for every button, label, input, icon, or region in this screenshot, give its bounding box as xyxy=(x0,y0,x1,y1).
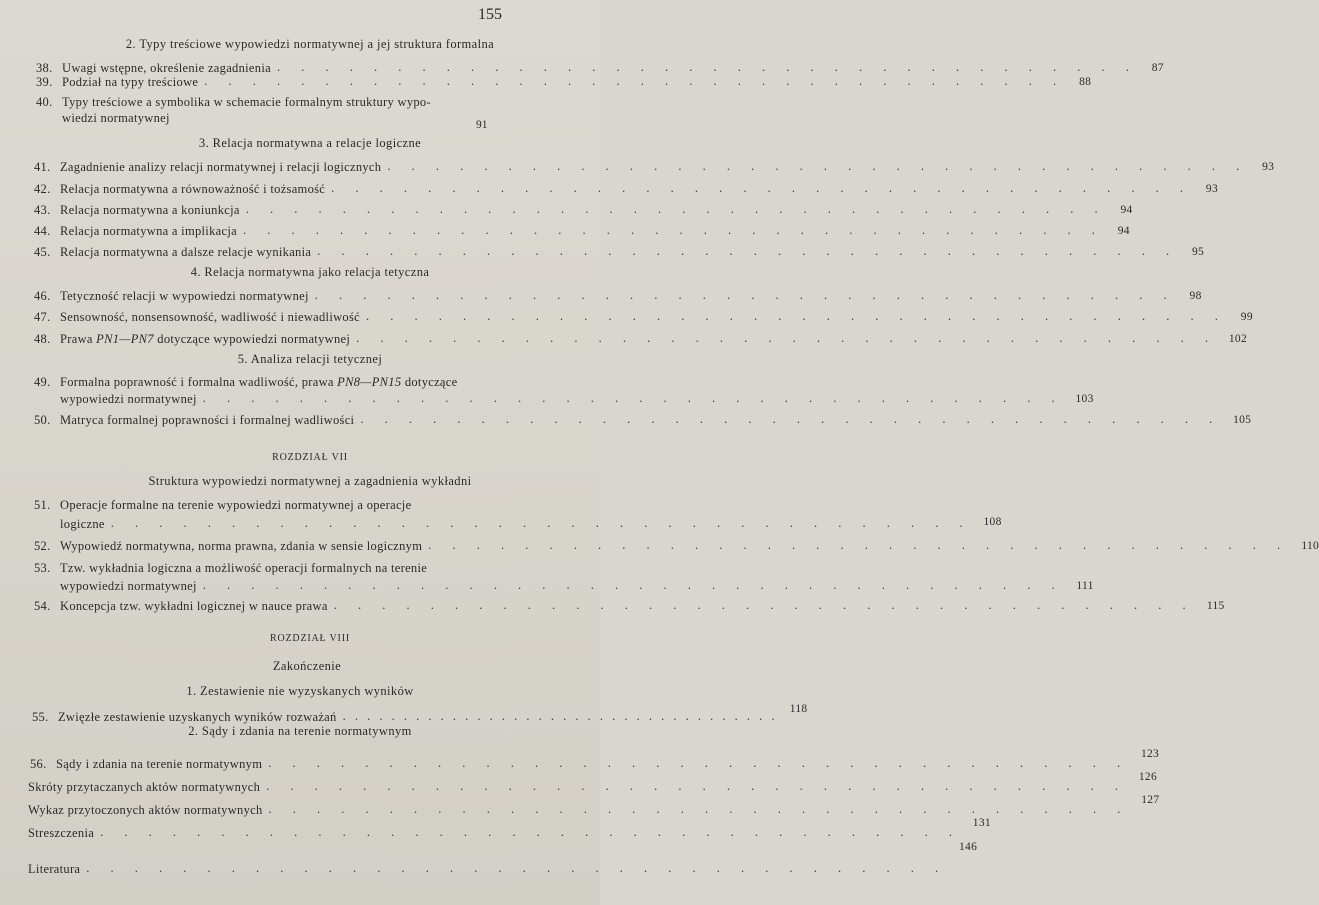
entry-number: 43. xyxy=(34,203,51,217)
toc-entry-51[interactable] xyxy=(34,498,411,513)
entry-title-line2: logiczne . . . . . . . . . . . . . . . . . . . . . . . . . . . . . . . . . . . . 108 xyxy=(60,516,1002,531)
toc-entry-49[interactable] xyxy=(34,375,457,390)
chapter-title: Zakończenie xyxy=(272,659,342,673)
entry-number: 55. xyxy=(32,710,49,724)
entry-title: Zagadnienie analizy relacji normatywnej i relacji logicznych xyxy=(60,160,382,174)
toc-entry-52[interactable] xyxy=(34,537,1319,554)
entry-page: 110 xyxy=(1301,540,1319,552)
leader-dots: . . . . . . . . . . . . . . . . . . . . . . . . . . . . . . . . . . . . xyxy=(360,412,1222,426)
leader-dots: . . . . . . . . . . . . . . . . . . . . . . . . . . . . . . . . . . . . xyxy=(268,756,1130,770)
entry-page: 131 xyxy=(972,817,991,829)
toc-entry-41[interactable] xyxy=(34,158,1275,175)
entry-title-line2: wypowiedzi normatywnej . . . . . . . . . . . . . . . . . . . . . . . . . . . . . . . . . . . . 103 xyxy=(60,391,1094,406)
entry-title: Relacja normatywna a koniunkcja xyxy=(60,203,240,217)
entry-page: 93 xyxy=(1262,161,1275,173)
entry-title: Relacja normatywna a równoważność i tożsamość xyxy=(60,182,326,196)
leader-dots: . . . . . . . . . . . . . . . . . . . . . . . . . . . . . . . . . . . . xyxy=(202,391,1064,405)
toc-entry-39[interactable] xyxy=(36,73,1092,90)
entry-number: 52. xyxy=(34,539,51,553)
entry-number: 51. xyxy=(34,498,51,512)
chapter-title: Struktura wypowiedzi normatywnej a zagadnienia wykładni xyxy=(148,474,472,488)
entry-page: 126 xyxy=(1138,771,1157,783)
toc-entry-40[interactable] xyxy=(36,95,431,110)
entry-page: 118 xyxy=(789,703,808,715)
toc-entry-literatura[interactable] xyxy=(28,839,978,877)
leader-dots: . . . . . . . . . . . . . . . . . . . . . . . . . . . . . . . . . . . . xyxy=(202,578,1064,592)
section-title: 4. Relacja normatywna jako relacja tetyczna xyxy=(190,265,430,279)
section-title: 2. Typy treściowe wypowiedzi normatywnej a jej struktura formalna xyxy=(125,37,495,51)
entry-page: 94 xyxy=(1117,225,1130,237)
entry-number: 49. xyxy=(34,375,51,389)
entry-page: 115 xyxy=(1206,600,1225,612)
leader-dots: . . . . . . . . . . . . . . . . . . . . . . . . . . . . . . . . . . . . xyxy=(204,74,1066,88)
entry-number: 54. xyxy=(34,599,51,613)
entry-number: 39. xyxy=(36,75,53,89)
leader-dots: . . . . . . . . . . . . . . . . . . . . . . . . . . . . . . . . . . . . xyxy=(428,538,1290,552)
leader-dots: . . . . . . . . . . . . . . . . . . . . . . . . . . . . . . . . . . . . xyxy=(86,861,948,875)
entry-number: 41. xyxy=(34,160,51,174)
section-title: 1. Zestawienie nie wyzyskanych wyników xyxy=(186,684,414,698)
entry-number: 44. xyxy=(34,224,51,238)
entry-page: 99 xyxy=(1240,311,1253,323)
leader-dots: . . . . . . . . . . . . . . . . . . . . . . . . . . . . . . . . . . . . xyxy=(276,60,1138,74)
entry-page: 94 xyxy=(1120,204,1133,216)
page-number: 155 xyxy=(478,6,502,23)
leader-dots: . . . . . . . . . . . . . . . . . . . . . . . . . . . . . . . . . . . . xyxy=(314,288,1176,302)
toc-entry-53[interactable] xyxy=(34,561,427,576)
leader-dots: . . . . . . . . . . . . . . . . . . . . . . . . . . . . . . . . . . . . xyxy=(245,202,1107,216)
entry-number: 47. xyxy=(34,310,51,324)
toc-entry-45[interactable] xyxy=(34,243,1205,260)
toc-entry-44[interactable] xyxy=(34,222,1130,239)
entry-page: 127 xyxy=(1141,794,1160,806)
leader-dots: . . . . . . . . . . . . . . . . . . . . . . . . . . . . . . . . . . . . xyxy=(331,181,1193,195)
toc-entry-43[interactable] xyxy=(34,201,1133,218)
entry-number: 48. xyxy=(34,332,51,346)
entry-title-line1: Typy treściowe a symbolika w schemacie formalnym struktury wypo- xyxy=(62,95,431,109)
section-title: 2. Sądy i zdania na terenie normatywnym xyxy=(188,724,412,738)
toc-entry-47[interactable] xyxy=(34,308,1253,325)
leader-dots: . . . . . . . . . . . . . . . . . . . . . . . . . . . . . . . . . . . . xyxy=(356,331,1218,345)
toc-entry-46[interactable] xyxy=(34,287,1202,304)
entry-title: Tetyczność relacji w wypowiedzi normatywnej xyxy=(60,289,309,303)
entry-title-line1: Operacje formalne na terenie wypowiedzi normatywnej a operacje xyxy=(60,498,412,512)
entry-title: Relacja normatywna a implikacja xyxy=(60,224,237,238)
entry-page: 87 xyxy=(1151,62,1164,74)
entry-title: Streszczenia xyxy=(28,826,95,840)
entry-number: 56. xyxy=(30,757,47,771)
leader-dots: . . . . . . . . . . . . . . . . . . . . . . . . . . . . . . . . . . . . xyxy=(100,825,961,839)
chapter-label: ROZDZIAŁ VIII xyxy=(270,633,350,644)
section-title: 5. Analiza relacji tetycznej xyxy=(237,352,383,366)
toc-entry-42[interactable] xyxy=(34,180,1219,197)
leader-dots: . . . . . . . . . . . . . . . . . . . . . . . . . . . . . . . . . . . . xyxy=(110,516,972,530)
entry-number: 46. xyxy=(34,289,51,303)
entry-title-line2: wypowiedzi normatywnej . . . . . . . . . . . . . . . . . . . . . . . . . . . . . . . . . . . . 111 xyxy=(60,578,1094,593)
entry-title: Skróty przytaczanych aktów normatywnych xyxy=(28,780,261,794)
chapter-label: ROZDZIAŁ VII xyxy=(272,452,348,463)
entry-number: 42. xyxy=(34,182,51,196)
toc-entry-55[interactable] xyxy=(32,701,808,725)
entry-page: 102 xyxy=(1228,333,1248,345)
entry-title: Literatura xyxy=(28,862,81,876)
entry-number: 45. xyxy=(34,245,51,259)
section-title: 3. Relacja normatywna a relacje logiczne xyxy=(198,136,422,150)
leader-dots: . . . . . . . . . . . . . . . . . . . . . . . . . . . . . . . . . . . . xyxy=(266,779,1127,793)
entry-title: Wypowiedź normatywna, norma prawna, zdania w sensie logicznym xyxy=(60,539,423,553)
entry-title: Prawa PN1—PN7 dotyczące wypowiedzi normatywnej xyxy=(60,332,351,346)
entry-title: Uwagi wstępne, określenie zagadnienia xyxy=(62,61,271,75)
leader-dots: . . . . . . . . . . . . . . . . . . . . . . . . . . . . . . . . . . . . xyxy=(366,309,1227,323)
entry-title: Koncepcja tzw. wykładni logicznej w nauce prawa xyxy=(60,599,328,613)
leader-dots: . . . . . . . . . . . . . . . . . . . . . . . . . . . . . . . . . . . . xyxy=(387,159,1249,173)
entry-number: 38. xyxy=(36,61,53,75)
entry-page: 123 xyxy=(1140,748,1160,760)
entry-title-line1: Formalna poprawność i formalna wadliwość, prawa PN8—PN15 dotyczące xyxy=(60,375,458,389)
entry-number: 53. xyxy=(34,561,51,575)
entry-title: Sądy i zdania na terenie normatywnym xyxy=(56,757,263,771)
toc-entry-48[interactable] xyxy=(34,330,1248,347)
entry-page: 146 xyxy=(959,841,978,853)
entry-title-line2: wiedzi normatywnej xyxy=(62,111,170,125)
entry-title-line1: Tzw. wykładnia logiczna a możliwość operacji formalnych na terenie xyxy=(60,561,428,575)
entry-number: 50. xyxy=(34,413,51,427)
toc-entry-streszczenia[interactable] xyxy=(28,815,991,841)
entry-number: 40. xyxy=(36,95,53,109)
entry-title: Wykaz przytoczonych aktów normatywnych xyxy=(28,803,263,817)
leader-dots: . . . . . . . . . . . . . . . . . . . . . . . . . . . . . . . . . . . . xyxy=(268,802,1130,816)
entry-title: Matryca formalnej poprawności i formalnej wadliwości xyxy=(60,413,355,427)
leader-dots: . . . . . . . . . . . . . . . . . . . . . . . . . . . . . . . . . . . . xyxy=(333,598,1195,612)
entry-page: 91 xyxy=(476,119,488,131)
entry-title: Sensowność, nonsensowność, wadliwość i niewadliwość xyxy=(60,310,360,324)
leader-dots: . . . . . . . . . . . . . . . . . . . . . . . . . . . . . . . . . . . . xyxy=(317,244,1179,258)
entry-title: Relacja normatywna a dalsze relacje wynikania xyxy=(60,245,312,259)
toc-entry-54[interactable] xyxy=(34,597,1225,614)
entry-page: 105 xyxy=(1233,414,1252,426)
entry-page: 108 xyxy=(983,516,1002,528)
entry-page: 93 xyxy=(1205,183,1219,195)
entry-page: 98 xyxy=(1189,290,1202,302)
entry-page: 111 xyxy=(1076,580,1094,592)
entry-page: 88 xyxy=(1079,76,1092,88)
entry-title: Podział na typy treściowe xyxy=(62,75,199,89)
toc-entry-50[interactable] xyxy=(34,411,1252,428)
entry-page: 103 xyxy=(1075,393,1094,405)
leader-dots: . . . . . . . . . . . . . . . . . . . . . . . . . . . . . . . . . . . . xyxy=(342,709,778,723)
entry-page: 95 xyxy=(1192,246,1205,258)
entry-title: Zwięzłe zestawienie uzyskanych wyników rozważań xyxy=(58,710,337,724)
leader-dots: . . . . . . . . . . . . . . . . . . . . . . . . . . . . . . . . . . . . xyxy=(242,223,1104,237)
